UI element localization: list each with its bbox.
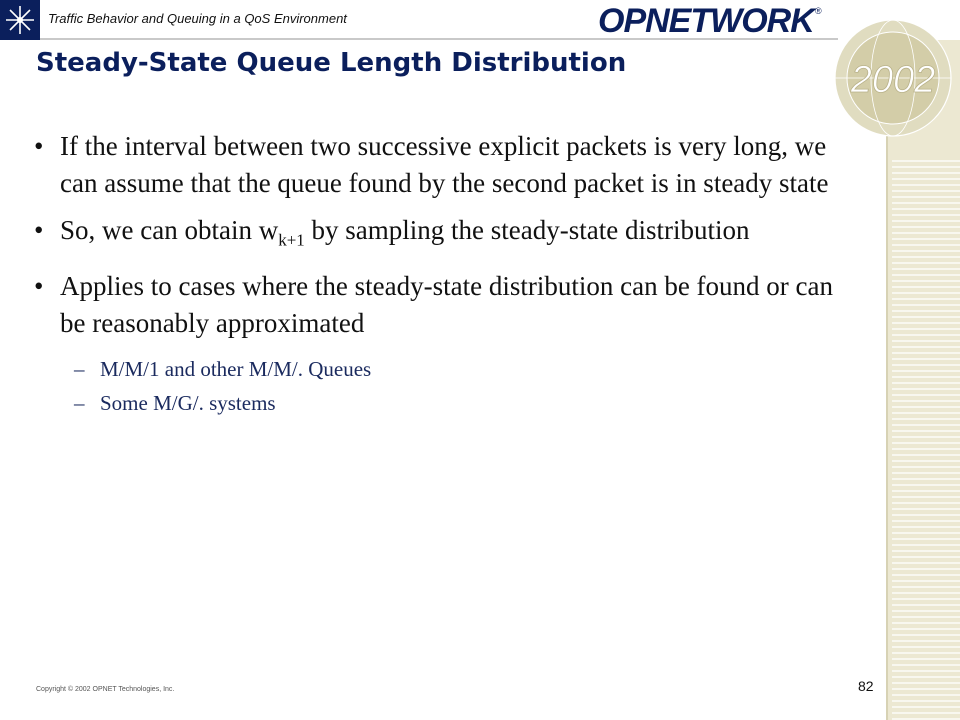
slide-body bbox=[34, 128, 854, 420]
emblem-year: 2002 bbox=[850, 59, 936, 101]
header-title: Traffic Behavior and Queuing in a QoS Environment bbox=[48, 11, 347, 26]
bullet-text: Applies to cases where the steady-state distribution can be found or can be reasonably approximated bbox=[60, 271, 834, 339]
bullet-dot-icon: • bbox=[34, 271, 44, 302]
bullet-item bbox=[34, 212, 854, 258]
sub-bullet-text: M/M/1 and other M/M/. Queues bbox=[100, 357, 372, 382]
page-number: 82 bbox=[858, 678, 874, 694]
bullet-item bbox=[34, 128, 854, 202]
side-decor-stripes bbox=[892, 160, 960, 720]
dash-icon: – bbox=[74, 391, 85, 416]
brand-logo: OPNETWORK bbox=[598, 2, 814, 40]
sub-bullet-item bbox=[34, 386, 854, 420]
bullet-text: If the interval between two successive explicit packets is very long, we can assume that the queue found by the second packet is in steady state bbox=[60, 131, 829, 198]
bullet-text: So, we can obtain w bbox=[60, 215, 279, 245]
dash-icon: – bbox=[74, 357, 85, 382]
bullet-text: by sampling the steady-state distribution bbox=[304, 215, 750, 245]
slide-title: Steady-State Queue Length Distribution bbox=[36, 48, 627, 78]
brand-registered-mark: ® bbox=[815, 6, 822, 16]
bullet-subscript: k+1 bbox=[278, 230, 305, 250]
bullet-dot-icon: • bbox=[34, 215, 44, 245]
copyright-notice: Copyright © 2002 OPNET Technologies, Inc. bbox=[36, 686, 175, 693]
bullet-item bbox=[34, 268, 854, 342]
sub-bullet-text: Some M/G/. systems bbox=[100, 391, 276, 416]
bullet-dot-icon: • bbox=[34, 131, 44, 161]
star-logo-icon bbox=[0, 0, 40, 40]
sub-bullet-item bbox=[34, 352, 854, 386]
